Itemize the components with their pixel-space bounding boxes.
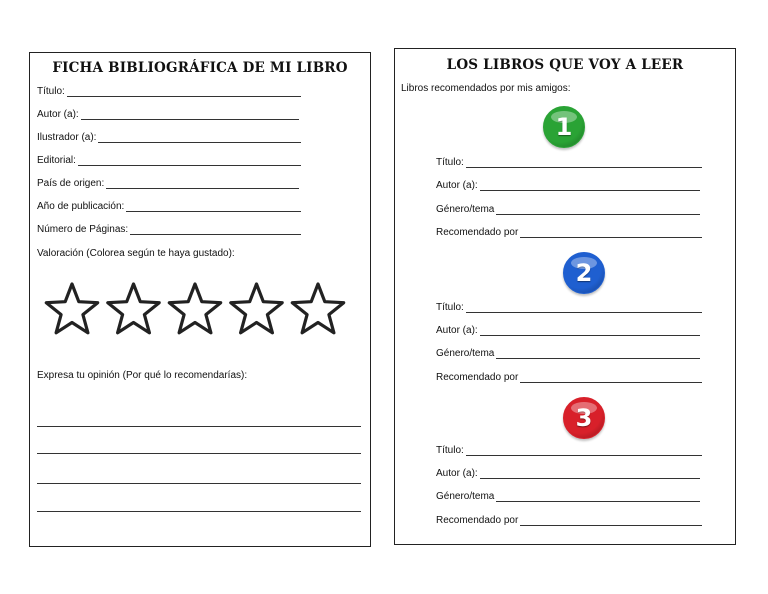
field-label: Género/tema (436, 491, 495, 502)
card-subtitle: Libros recomendados por mis amigos: (401, 83, 571, 94)
fill-line (466, 158, 702, 168)
field-label: Autor (a): (37, 109, 79, 120)
field-label: País de origen: (37, 178, 105, 189)
fill-line (496, 349, 700, 359)
opinion-label: Expresa tu opinión (Por qué lo recomendarías): (37, 370, 248, 381)
field-title[interactable] (37, 86, 301, 97)
fill-line (126, 202, 301, 212)
fill-line (480, 469, 700, 479)
book2-title-field[interactable] (436, 302, 702, 313)
field-label: Título: (436, 157, 464, 168)
fill-line (520, 516, 702, 526)
field-publisher[interactable] (37, 155, 301, 166)
star-icon[interactable] (292, 284, 343, 333)
fill-line (496, 205, 700, 215)
badge-number: 1 (555, 113, 573, 141)
star-rating (42, 279, 348, 339)
opinion-line[interactable] (37, 511, 361, 512)
number-two-badge (563, 252, 605, 294)
field-author[interactable] (37, 109, 299, 120)
fill-line (98, 133, 301, 143)
book2-author-field[interactable] (436, 325, 700, 336)
book1-author-field[interactable] (436, 180, 700, 191)
fill-line (466, 303, 702, 313)
star-icon[interactable] (46, 284, 97, 333)
book3-title-field[interactable] (436, 445, 702, 456)
badge-number: 2 (575, 259, 593, 287)
opinion-line[interactable] (37, 426, 361, 427)
card-title: LOS LIBROS QUE VOY A LEER (446, 57, 684, 73)
book2-recommended-field[interactable] (436, 372, 702, 383)
reading-list-card (394, 48, 736, 545)
opinion-line[interactable] (37, 453, 361, 454)
opinion-line[interactable] (37, 483, 361, 484)
field-label: Número de Páginas: (37, 224, 129, 235)
book1-recommended-field[interactable] (436, 227, 702, 238)
fill-line (496, 492, 700, 502)
fill-line (81, 110, 299, 120)
book3-recommended-field[interactable] (436, 515, 702, 526)
field-label: Ilustrador (a): (37, 132, 97, 143)
field-label: Recomendado por (436, 515, 519, 526)
field-label: Recomendado por (436, 227, 519, 238)
number-one-badge (543, 106, 585, 148)
field-label: Autor (a): (436, 180, 478, 191)
fill-line (466, 446, 702, 456)
card-title: FICHA BIBLIOGRÁFICA DE MI LIBRO (52, 60, 348, 76)
fill-line (78, 156, 301, 166)
field-illustrator[interactable] (37, 132, 301, 143)
field-label: Autor (a): (436, 325, 478, 336)
fill-line (480, 326, 700, 336)
book2-genre-field[interactable] (436, 348, 700, 359)
badge-number: 3 (575, 404, 593, 432)
star-icon[interactable] (108, 284, 159, 333)
fill-line (520, 373, 702, 383)
star-icon[interactable] (169, 284, 220, 333)
field-label: Título: (37, 86, 65, 97)
field-year[interactable] (37, 201, 301, 212)
field-label: Título: (436, 445, 464, 456)
field-label: Autor (a): (436, 468, 478, 479)
field-label: Género/tema (436, 348, 495, 359)
star-icon[interactable] (231, 284, 282, 333)
book1-genre-field[interactable] (436, 204, 700, 215)
field-pages[interactable] (37, 224, 301, 235)
bibliographic-card (29, 52, 371, 547)
book3-genre-field[interactable] (436, 491, 700, 502)
fill-line (67, 87, 301, 97)
rating-label: Valoración (Colorea según te haya gustado): (37, 248, 235, 259)
field-label: Género/tema (436, 204, 495, 215)
field-label: Editorial: (37, 155, 76, 166)
number-three-badge (563, 397, 605, 439)
field-country[interactable] (37, 178, 299, 189)
fill-line (106, 179, 299, 189)
fill-line (520, 228, 702, 238)
field-label: Recomendado por (436, 372, 519, 383)
field-label: Título: (436, 302, 464, 313)
fill-line (480, 181, 700, 191)
field-label: Año de publicación: (37, 201, 125, 212)
book3-author-field[interactable] (436, 468, 700, 479)
book1-title-field[interactable] (436, 157, 702, 168)
fill-line (130, 225, 301, 235)
